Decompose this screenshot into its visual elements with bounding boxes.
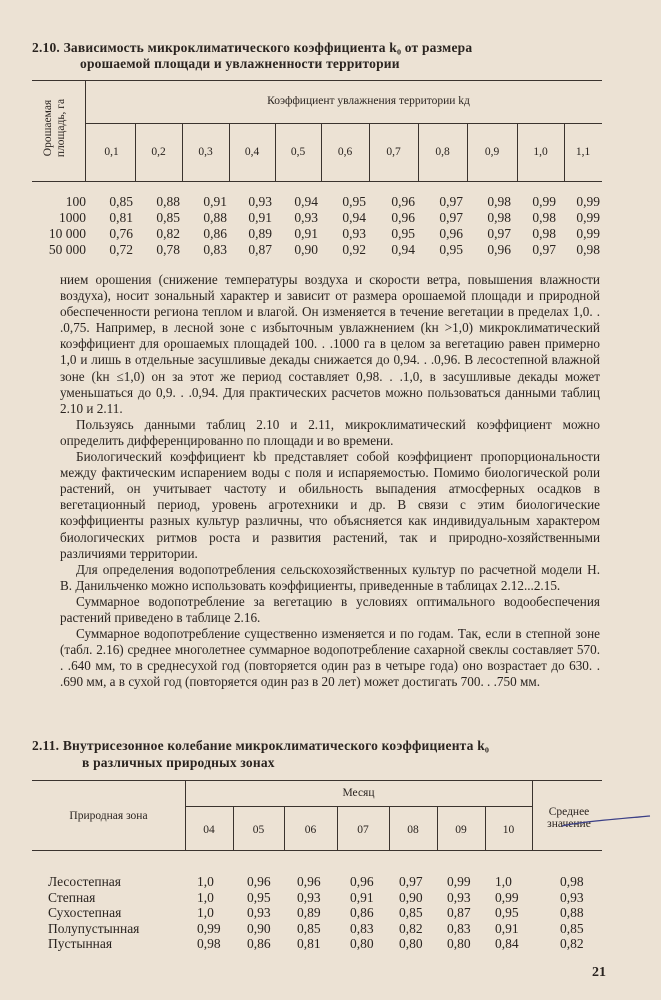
table2-mean-cell: 0,85 [560,920,584,936]
table1-value-cell: 0,98 [532,210,556,225]
table2-value-cell: 0,98 [197,936,221,951]
table2-value-cell: 0,96 [350,874,374,889]
table1-value-cell: 0,98 [576,242,600,257]
table2-value-cell: 0,99 [495,889,519,905]
table1-value-cell: 0,76 [109,226,133,241]
table2-value-cell: 0,80 [350,936,374,951]
table2-value-cell: 0,85 [297,920,321,936]
table2-value-cell: 0,87 [447,905,471,920]
table2-mean-cell: 0,98 [560,874,584,889]
table1-area-cell: 100 [65,194,86,209]
paragraph: Суммарное водопотребление за вегетацию в условиях оптимального водообеспечения растений приведено в таблице 2.16. [60,593,600,625]
table1-value-cell: 0,85 [109,194,133,209]
table1-value-cell: 0,93 [248,194,272,209]
table2-value-cell: 0,99 [447,874,471,889]
table1-value-cell: 0,87 [248,242,272,257]
table2-value-cell: 0,80 [447,936,471,951]
table2-value-cell: 0,84 [495,936,519,951]
table1-value-cell: 0,85 [156,210,180,225]
table1-col-header: 0,7 [386,146,401,158]
table1-value-cell: 0,88 [203,210,227,225]
table2-value-cell: 0,93 [247,905,271,920]
body-text [60,272,600,690]
table2-mean-cell: 0,82 [560,936,584,951]
table1-value-cell: 0,88 [156,194,180,209]
table2-value-cell: 0,83 [447,920,471,936]
table2-month: 04 [203,824,215,836]
table1-value-cell: 0,81 [109,210,133,225]
table1-value-cell: 0,96 [487,242,511,257]
table1-value-cell: 0,96 [439,226,463,241]
table1-value-cell: 0,72 [109,242,133,257]
table1-value-cell: 0,94 [391,242,415,257]
table1-caption-line1: 2.10. Зависимость микроклиматического коэффициента k₀ от размера [32,40,473,55]
pen-mark [560,808,652,832]
table2-value-cell: 0,97 [399,874,423,889]
table1-value-cell: 0,96 [391,194,415,209]
table1-value-cell: 0,99 [576,210,600,225]
table1-value-cell: 0,98 [532,226,556,241]
table2-value-cell: 0,89 [297,905,321,920]
table1-value-cell: 0,95 [439,242,463,257]
table2-month: 10 [502,824,515,836]
table2-value-cell: 0,90 [399,889,423,905]
table1-col-header: 0,5 [290,146,306,158]
table1-value-cell: 0,98 [487,194,511,209]
table2-value-cell: 0,91 [495,920,519,936]
table2-value-cell: 0,95 [247,889,271,905]
table2-zone-cell: Степная [48,889,96,905]
table2-month: 07 [357,824,369,836]
table1-value-cell: 0,99 [532,194,556,209]
table1-value-cell: 0,99 [576,226,600,241]
table1-value-cell: 0,97 [532,242,556,257]
table2-zone-cell: Лесостепная [48,874,122,889]
table1-col-header: 0,8 [435,146,450,158]
table2-value-cell: 0,99 [197,920,221,936]
table2-month: 08 [407,824,419,836]
table1-value-cell: 0,97 [487,226,511,241]
table2-value-cell: 0,86 [247,936,271,951]
table2-value-cell: 1,0 [197,905,214,920]
table2-value-cell: 1,0 [197,889,214,905]
table2-month-header: Месяц [342,787,375,799]
table1-col-header: 0,3 [198,146,213,158]
table2-value-cell: 0,83 [350,920,374,936]
table1-value-cell: 0,94 [342,210,366,225]
table1-value-cell: 0,90 [294,242,318,257]
table1-value-cell: 0,93 [294,210,318,225]
table1-area-cell: 10 000 [48,226,86,241]
table2-caption-line1: 2.11. Внутрисезонное колебание микроклиматического коэффициента k₀ [32,738,490,753]
table2-month: 09 [455,824,467,836]
table1-col-header: 1,0 [533,146,548,158]
table1-value-cell: 0,97 [439,194,463,209]
table2-mean-cell: 0,93 [560,889,584,905]
table2-value-cell: 0,91 [350,889,374,905]
paragraph: нием орошения (снижение температуры воздуха и скорости ветра, повышения влажности воздуха), носит зональный характер и зависит от размера орошаемой площади и природной обеспеченности региона теплом и влагой. Он изменяется в течение вегетации в пределах 1,0. . .0,75. Например, в лесной зоне с избыточным увлажнением (kн >1,0) микроклиматический коэффициент для орошаемых площадей 100. . .1000 га в целом за вегетацию равен примерно 1,0 и лишь в отдельные засушливые декады снижается до 0,94. . .0,96. В лесостепной влажной зоне (kн ≤1,0) он за этот же период составляет 0,98. . .1,0, в засушливые декады может уменьшаться до 0,9. . .0,94. Для практических расчетов можно пользоваться данными таблиц 2.10 и 2.11. [60,272,600,416]
table1-col-header: 0,2 [151,146,166,158]
table1-col-header: 0,9 [484,146,500,158]
table1-value-cell: 0,86 [203,226,227,241]
table1-value-cell: 0,93 [342,226,366,241]
table2-value-cell: 0,86 [350,905,374,920]
table1-col-header: 0,1 [104,146,119,158]
page-number: 21 [592,965,606,980]
table2-zone-header: Природная зона [69,810,148,822]
table1-col-header: 0,4 [244,146,260,158]
table2-zone-cell: Сухостепная [48,905,122,920]
table2-value-cell: 1,0 [495,874,512,889]
table2-value-cell: 0,95 [495,905,519,920]
table1-area-cell: 50 000 [48,242,86,257]
table1-value-cell: 0,83 [203,242,227,257]
table2-value-cell: 0,90 [247,920,271,936]
table2-month: 06 [304,824,317,836]
table1-caption-line2: орошаемой площади и увлажненности территории [80,56,400,71]
table1-value-cell: 0,97 [439,210,463,225]
paragraph: Биологический коэффициент kb представляет собой коэффициент пропорциональности между фактическим испарением воды с поля и испаряемостью. Помимо биологической роли растений, он учитывает частоту и обильность выпадения атмосферных осадков в вегетационный период, уровень агротехники и др. В связи с этим биологические коэффициенты разных культур различны, что объясняется как индивидуальным характером биологических ритмов роста и развития растений, так и природно-хозяйственными различиями территории. [60,449,600,561]
table1-value-cell: 0,78 [156,242,180,257]
table2-mean-cell: 0,88 [560,905,584,920]
paragraph: Для определения водопотребления сельскохозяйственных культур по расчетной модели Н. В. Данильченко можно использовать коэффициенты, приведенные в таблицах 2.12...2.15. [60,561,600,593]
table2-value-cell: 0,93 [297,889,321,905]
table1-value-cell: 0,95 [391,226,415,241]
table1-value-cell: 0,91 [203,194,227,209]
table1-value-cell: 0,82 [156,226,180,241]
table2-value-cell: 0,80 [399,936,423,951]
table1-value-cell: 0,91 [294,226,318,241]
table1-value-cell: 0,98 [487,210,511,225]
table2-caption-line2: в различных природных зонах [82,755,275,770]
table1-value-cell: 0,91 [248,210,272,225]
table2-value-cell: 0,96 [247,874,271,889]
table1-value-cell: 0,94 [294,194,318,209]
table1-value-cell: 0,89 [248,226,272,241]
table1-value-cell: 0,95 [342,194,366,209]
table1-value-cell: 0,92 [342,242,366,257]
table2-value-cell: 0,85 [399,905,423,920]
paragraph: Пользуясь данными таблиц 2.10 и 2.11, микроклиматический коэффициент можно определить дифференцированно по площади и во времени. [60,416,600,448]
table1-col-header: 1,1 [575,146,591,158]
table2-value-cell: 0,96 [297,874,321,889]
table2-value-cell: 1,0 [197,874,214,889]
table2-month: 05 [252,824,265,836]
table2-value-cell: 0,93 [447,889,471,905]
paragraph: Суммарное водопотребление существенно изменяется и по годам. Так, если в степной зоне (табл. 2.16) среднее многолетнее суммарное водопотребление сахарной свеклы составляет 570. . .640 мм, то в среднесухой год (повторяется один раз в четыре года) оно возрастает до 630. . .690 мм, а в сухой год (повторяется один раз в 20 лет) может достигать 700. . .750 мм. [60,626,600,690]
table1-value-cell: 0,96 [391,210,415,225]
table2-zone-cell: Полупустынная [48,920,140,936]
table1-row-header: Орошаемая площадь, га [42,98,67,158]
table1-value-cell: 0,99 [576,194,600,209]
table1-group-header: Коэффициент увлажнения территории kд [267,95,470,107]
table2-value-cell: 0,82 [399,920,423,936]
table2-value-cell: 0,81 [297,936,321,951]
table2-zone-cell: Пустынная [48,936,113,951]
table1-col-header: 0,6 [337,146,353,158]
table2-mean-header: Среднее значение [547,806,591,830]
table1-area-cell: 1000 [59,210,86,225]
